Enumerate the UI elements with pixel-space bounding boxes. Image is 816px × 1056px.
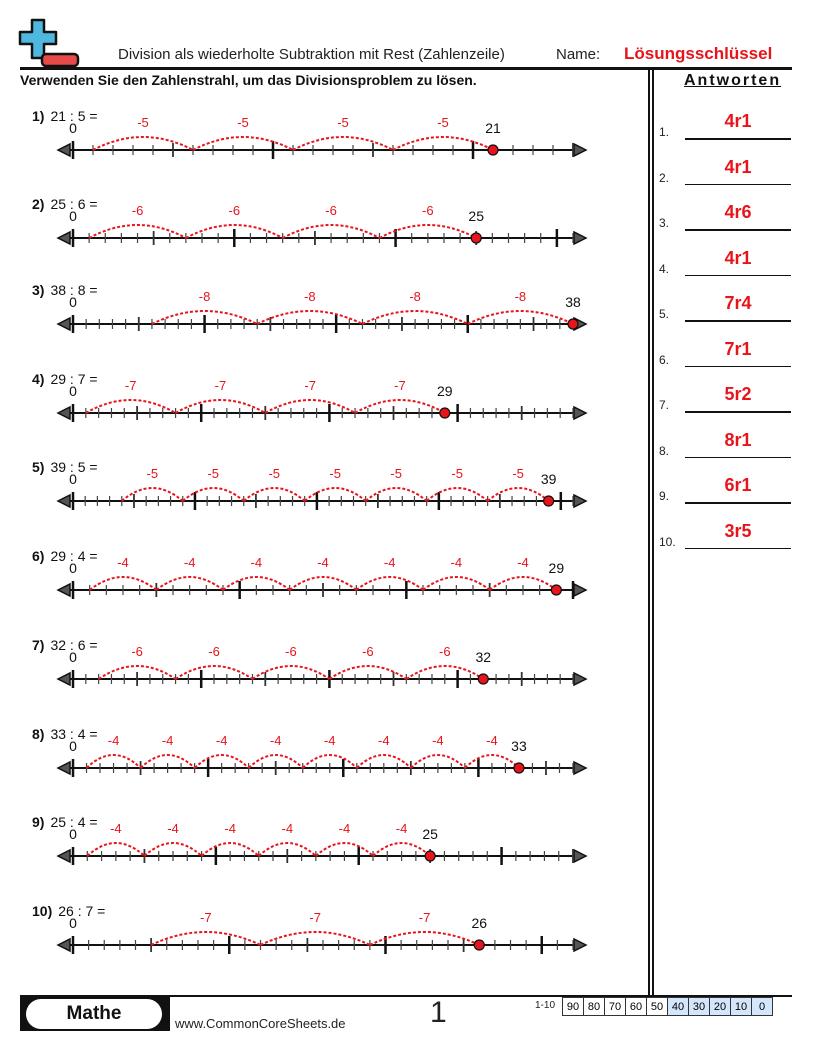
problem-number: 5) [32, 459, 45, 475]
answer-line [685, 138, 791, 140]
number-line [0, 459, 640, 519]
svg-text:-5: -5 [137, 115, 149, 130]
problem-number: 3) [32, 282, 45, 298]
svg-text:-4: -4 [395, 821, 408, 836]
svg-text:29: 29 [437, 383, 453, 399]
number-line [0, 282, 640, 342]
svg-text:-7: -7 [124, 378, 137, 393]
problem-expression: 21 : 5 = [50, 108, 98, 124]
answer-line [685, 184, 791, 186]
answer-value[interactable]: 7r4 [724, 293, 752, 313]
answer-number: 1. [659, 125, 670, 139]
problem-expression: 39 : 5 = [50, 459, 98, 475]
number-line [0, 903, 640, 963]
svg-text:0: 0 [69, 826, 77, 842]
score-cell: 20 [710, 998, 731, 1016]
number-line [0, 814, 640, 874]
svg-text:0: 0 [69, 649, 77, 665]
answer-line [685, 229, 791, 231]
arrow-left-icon [58, 232, 70, 244]
answer-value[interactable]: 4r1 [724, 247, 752, 268]
svg-text:-4: -4 [432, 733, 444, 748]
arrow-left-icon [58, 584, 70, 596]
arrow-left-icon [58, 318, 70, 330]
svg-text:0: 0 [69, 294, 77, 310]
subject-badge: Mathe [26, 999, 162, 1029]
svg-text:-7: -7 [214, 378, 227, 393]
svg-text:-6: -6 [285, 644, 297, 659]
svg-text:-4: -4 [269, 733, 282, 748]
answer-number: 8. [659, 443, 670, 458]
column-divider [652, 68, 654, 998]
answer-value[interactable]: 4r6 [724, 202, 752, 222]
arrow-right-icon [574, 939, 586, 951]
svg-text:-6: -6 [325, 203, 337, 218]
arrow-right-icon [574, 495, 586, 507]
number-line [0, 637, 640, 697]
answer-value[interactable]: 7r1 [724, 338, 752, 359]
svg-text:-4: -4 [323, 733, 336, 748]
svg-text:-4: -4 [317, 555, 329, 570]
score-cell: 50 [647, 998, 668, 1016]
svg-text:-4: -4 [215, 733, 228, 748]
problem-number: 8) [32, 726, 45, 742]
score-cell: 40 [668, 998, 689, 1016]
score-cell: 30 [689, 998, 710, 1016]
arrow-left-icon [58, 144, 70, 156]
arrow-left-icon [58, 407, 70, 419]
problem-number: 7) [32, 637, 45, 653]
answer-line [685, 275, 791, 277]
answer-value[interactable]: 8r1 [724, 429, 752, 450]
svg-text:29: 29 [548, 560, 565, 576]
answer-line [685, 366, 791, 368]
website-link[interactable]: www.CommonCoreSheets.de [175, 1016, 346, 1031]
arrow-right-icon [574, 584, 586, 596]
problem-expression: 25 : 6 = [50, 196, 98, 212]
number-line [0, 371, 640, 431]
answer-number: 9. [659, 489, 670, 503]
svg-text:-4: -4 [486, 733, 498, 748]
svg-text:-7: -7 [394, 378, 406, 393]
arrow-left-icon [58, 850, 70, 862]
svg-text:0: 0 [69, 471, 77, 487]
name-label: Name: [556, 46, 601, 63]
svg-text:25: 25 [468, 208, 485, 224]
svg-text:-5: -5 [337, 115, 349, 130]
answer-number: 2. [659, 170, 670, 185]
svg-text:-7: -7 [200, 910, 212, 925]
svg-text:-8: -8 [304, 289, 316, 304]
svg-text:-8: -8 [198, 289, 211, 304]
number-line [0, 726, 640, 786]
answer-number: 6. [659, 352, 670, 367]
svg-text:-5: -5 [268, 466, 281, 481]
svg-text:-4: -4 [117, 555, 129, 570]
svg-text:0: 0 [69, 738, 77, 754]
arrow-right-icon [574, 762, 586, 774]
problem-expression: 32 : 6 = [50, 637, 98, 653]
answer-line [685, 457, 791, 459]
number-line [0, 196, 640, 256]
svg-text:-5: -5 [207, 466, 220, 481]
svg-text:0: 0 [69, 915, 77, 931]
svg-text:-4: -4 [161, 733, 174, 748]
svg-text:0: 0 [69, 383, 77, 399]
answer-value[interactable]: 6r1 [724, 475, 752, 495]
answer-line [685, 548, 791, 550]
svg-text:-6: -6 [131, 644, 143, 659]
number-line [0, 548, 640, 608]
score-cell: 10 [731, 998, 752, 1016]
svg-text:21: 21 [485, 120, 501, 136]
answer-number: 3. [659, 216, 670, 230]
svg-text:-5: -5 [512, 466, 524, 481]
answer-number: 10. [659, 534, 676, 549]
arrow-right-icon [574, 673, 586, 685]
problem-number: 2) [32, 196, 45, 212]
answer-number: 5. [659, 307, 670, 321]
answer-line [685, 411, 791, 413]
svg-text:-5: -5 [146, 466, 159, 481]
problem-expression: 29 : 7 = [50, 371, 98, 387]
svg-text:-5: -5 [237, 115, 249, 130]
arrow-right-icon [574, 407, 586, 419]
svg-text:-4: -4 [450, 555, 463, 570]
svg-text:-5: -5 [390, 466, 402, 481]
svg-text:-8: -8 [514, 289, 527, 304]
score-cell: 70 [605, 998, 626, 1016]
problem-expression: 33 : 4 = [50, 726, 98, 742]
svg-text:-4: -4 [338, 821, 351, 836]
svg-text:-4: -4 [110, 821, 122, 836]
problem-expression: 38 : 8 = [50, 282, 98, 298]
problem-number: 1) [32, 108, 45, 124]
svg-text:-5: -5 [329, 466, 341, 481]
svg-text:-4: -4 [250, 555, 263, 570]
problem-number: 10) [32, 903, 53, 919]
score-cell: 0 [752, 998, 773, 1016]
problem-expression: 25 : 4 = [50, 814, 98, 830]
worksheet-title: Division als wiederholte Subtraktion mit Rest (Zahlenzeile) [118, 46, 505, 63]
problem-number: 9) [32, 814, 45, 830]
score-table [562, 997, 773, 1016]
answer-value[interactable]: 5r2 [724, 384, 752, 404]
svg-text:-4: -4 [107, 733, 120, 748]
score-cell: 80 [584, 998, 605, 1016]
svg-text:-4: -4 [224, 821, 236, 836]
svg-text:33: 33 [511, 738, 527, 754]
svg-text:-5: -5 [451, 466, 463, 481]
svg-text:0: 0 [69, 208, 77, 224]
svg-text:0: 0 [69, 560, 77, 576]
problem-number: 6) [32, 548, 45, 564]
problem-expression: 29 : 4 = [50, 548, 98, 564]
answer-number: 4. [659, 261, 670, 276]
svg-text:-6: -6 [439, 644, 451, 659]
svg-text:32: 32 [475, 649, 492, 665]
svg-text:-6: -6 [422, 203, 434, 218]
svg-text:-4: -4 [517, 555, 529, 570]
arrow-right-icon [574, 144, 586, 156]
score-cell: 60 [626, 998, 647, 1016]
score-cell: 90 [563, 998, 584, 1016]
answer-value[interactable]: 3r5 [724, 520, 752, 541]
svg-text:-5: -5 [437, 115, 449, 130]
problem-number: 4) [32, 371, 45, 387]
arrow-left-icon [58, 762, 70, 774]
svg-text:-7: -7 [309, 910, 321, 925]
answer-value[interactable]: 4r1 [724, 111, 752, 131]
arrow-left-icon [58, 673, 70, 685]
svg-text:0: 0 [69, 120, 77, 136]
arrow-right-icon [574, 232, 586, 244]
arrow-right-icon [574, 850, 586, 862]
svg-text:39: 39 [540, 471, 557, 487]
svg-text:38: 38 [565, 294, 581, 310]
arrow-left-icon [58, 939, 70, 951]
score-range-label: 1-10 [535, 1000, 556, 1011]
answers-heading: Antworten [684, 72, 782, 89]
number-line [0, 108, 640, 168]
svg-text:-8: -8 [409, 289, 421, 304]
problem-expression: 26 : 7 = [58, 903, 106, 919]
svg-text:-6: -6 [228, 203, 241, 218]
svg-text:-6: -6 [131, 203, 144, 218]
svg-text:-4: -4 [281, 821, 294, 836]
instructions: Verwenden Sie den Zahlenstrahl, um das Divisionsproblem zu lösen. [20, 72, 477, 88]
answer-number: 7. [659, 398, 670, 412]
svg-text:26: 26 [471, 915, 488, 931]
answer-value[interactable]: 4r1 [724, 156, 752, 177]
svg-text:-4: -4 [183, 555, 196, 570]
svg-text:-4: -4 [167, 821, 179, 836]
svg-text:-7: -7 [418, 910, 431, 925]
svg-text:-4: -4 [383, 555, 396, 570]
svg-text:-7: -7 [304, 378, 316, 393]
column-divider [648, 68, 650, 998]
arrow-left-icon [58, 495, 70, 507]
header-divider [20, 67, 792, 70]
svg-text:-6: -6 [362, 644, 374, 659]
svg-text:-4: -4 [378, 733, 390, 748]
name-value: Lösungsschlüssel [624, 44, 773, 63]
svg-text:-6: -6 [208, 644, 220, 659]
answer-line [685, 320, 791, 322]
answer-line [685, 502, 791, 504]
svg-text:25: 25 [422, 826, 438, 842]
page-number: 1 [430, 996, 447, 1029]
